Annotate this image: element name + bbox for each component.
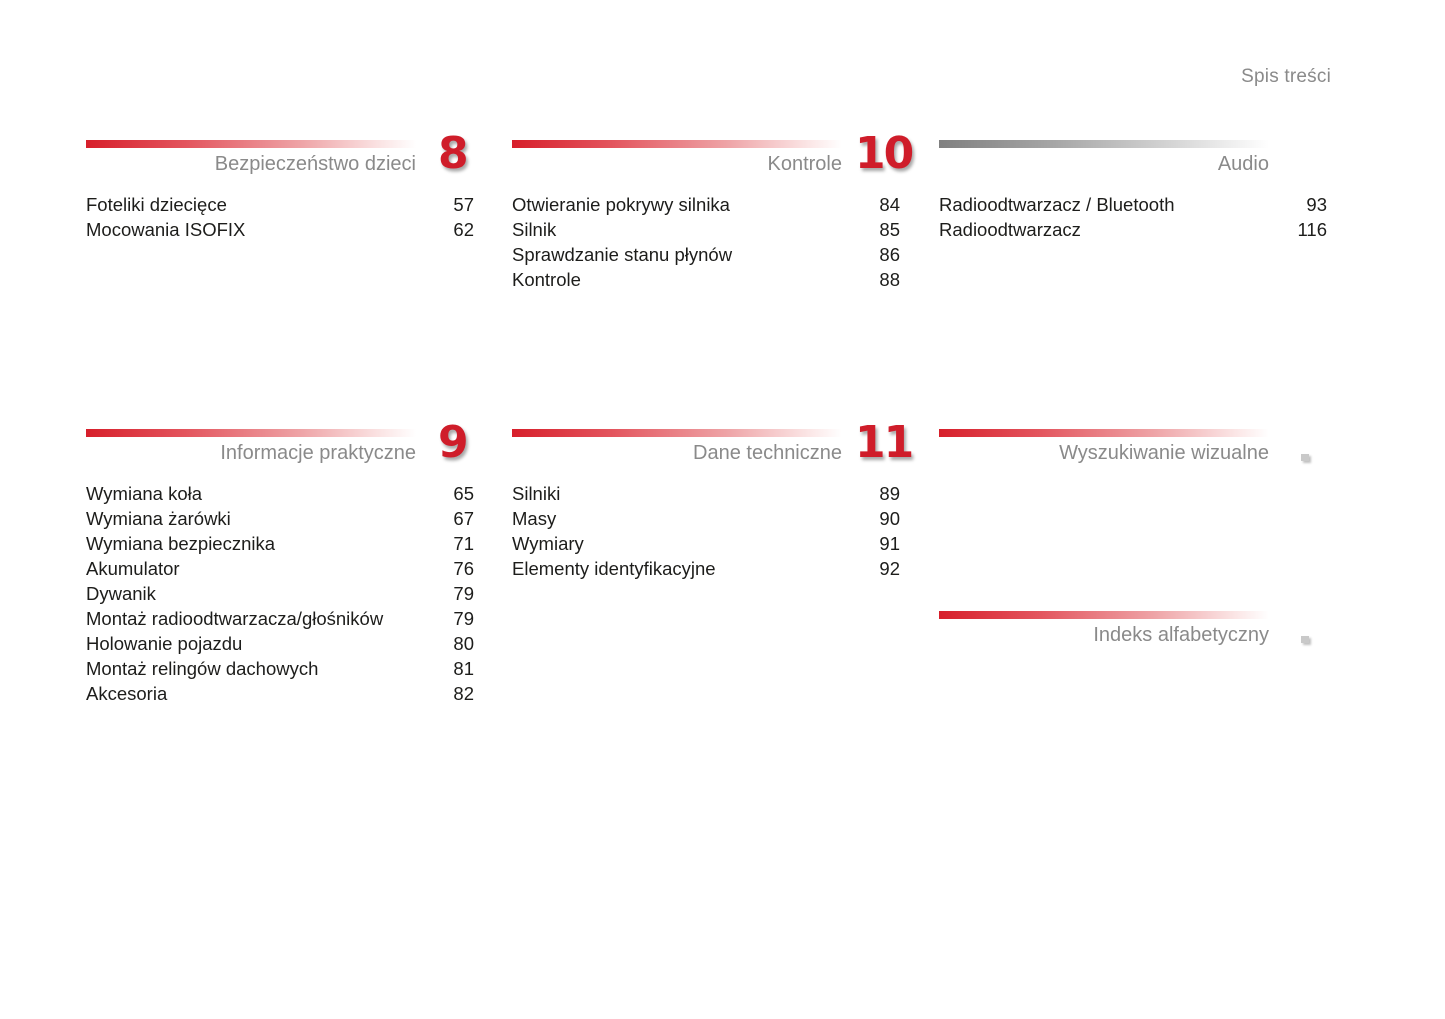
toc-entry-page: 88 — [879, 269, 900, 290]
toc-entry-page: 89 — [879, 483, 900, 504]
section-bar — [939, 140, 1269, 148]
toc-entry-label: Dywanik — [86, 583, 156, 604]
toc-entry[interactable] — [512, 506, 900, 531]
section-bar — [939, 429, 1269, 437]
toc-entry[interactable] — [86, 631, 474, 656]
toc-list — [512, 192, 900, 292]
toc-entry-label: Otwieranie pokrywy silnika — [512, 194, 730, 215]
toc-entry[interactable] — [86, 506, 474, 531]
section-child-safety — [86, 128, 486, 250]
toc-entry-page: 80 — [453, 633, 474, 654]
toc-list — [939, 192, 1327, 242]
toc-entry-page: 57 — [453, 194, 474, 215]
toc-list — [512, 481, 900, 581]
section-technical-data — [512, 417, 913, 589]
section-visual-search — [939, 429, 1339, 479]
toc-entry-page: 93 — [1306, 194, 1327, 215]
toc-entry[interactable] — [86, 217, 474, 242]
section-title[interactable]: Wyszukiwanie wizualne — [1059, 442, 1269, 464]
toc-entry[interactable] — [86, 606, 474, 631]
section-audio — [939, 140, 1339, 250]
toc-entry[interactable] — [512, 531, 900, 556]
toc-entry-label: Elementy identyfikacyjne — [512, 558, 716, 579]
toc-entry-page: 91 — [879, 533, 900, 554]
toc-entry[interactable] — [939, 192, 1327, 217]
section-bar — [86, 140, 416, 148]
toc-entry-page: 79 — [453, 608, 474, 629]
toc-entry-label: Mocowania ISOFIX — [86, 219, 246, 240]
toc-entry-label: Silnik — [512, 219, 557, 240]
toc-entry[interactable] — [512, 481, 900, 506]
chapter-number: 9 — [438, 417, 467, 468]
toc-entry-label: Montaż radioodtwarzacza/głośników — [86, 608, 384, 629]
toc-entry-page: 65 — [453, 483, 474, 504]
toc-entry[interactable] — [512, 217, 900, 242]
toc-entry-page: 84 — [879, 194, 900, 215]
toc-entry[interactable] — [86, 681, 474, 706]
section-marker-icon — [1301, 636, 1309, 643]
section-bar — [939, 611, 1269, 619]
toc-entry-label: Silniki — [512, 483, 561, 504]
section-marker-icon — [1301, 454, 1309, 461]
toc-entry-label: Wymiary — [512, 533, 584, 554]
chapter-number: 10 — [855, 128, 913, 179]
toc-entry[interactable] — [512, 192, 900, 217]
toc-entry[interactable] — [86, 556, 474, 581]
chapter-number: 11 — [855, 417, 913, 468]
toc-entry-label: Montaż relingów dachowych — [86, 658, 319, 679]
toc-entry-label: Holowanie pojazdu — [86, 633, 243, 654]
toc-entry-label: Radioodtwarzacz / Bluetooth — [939, 194, 1175, 215]
toc-entry-page: 86 — [879, 244, 900, 265]
section-title[interactable]: Dane techniczne — [693, 442, 842, 464]
toc-entry-page: 81 — [453, 658, 474, 679]
toc-entry-label: Wymiana żarówki — [86, 508, 231, 529]
section-checks — [512, 128, 913, 300]
section-bar — [86, 429, 416, 437]
toc-entry-page: 116 — [1297, 219, 1327, 240]
toc-entry[interactable] — [86, 531, 474, 556]
toc-entry[interactable] — [86, 192, 474, 217]
toc-entry-page: 62 — [453, 219, 474, 240]
toc-entry[interactable] — [86, 656, 474, 681]
toc-entry[interactable] — [512, 556, 900, 581]
toc-entry-page: 76 — [453, 558, 474, 579]
section-title[interactable]: Indeks alfabetyczny — [1093, 624, 1269, 646]
toc-list — [86, 481, 474, 706]
chapter-number: 8 — [438, 128, 467, 179]
section-alphabetical-index — [939, 611, 1339, 661]
toc-entry[interactable] — [512, 267, 900, 292]
toc-entry-label: Wymiana koła — [86, 483, 203, 504]
section-title[interactable]: Bezpieczeństwo dzieci — [214, 153, 416, 175]
toc-entry-page: 79 — [453, 583, 474, 604]
toc-entry-page: 71 — [453, 533, 474, 554]
toc-entry-label: Foteliki dziecięce — [86, 194, 227, 215]
toc-entry-label: Wymiana bezpiecznika — [86, 533, 276, 554]
toc-entry-page: 90 — [879, 508, 900, 529]
toc-list — [86, 192, 474, 242]
toc-entry[interactable] — [939, 217, 1327, 242]
toc-entry-label: Radioodtwarzacz — [939, 219, 1081, 240]
section-title[interactable]: Informacje praktyczne — [220, 442, 416, 464]
toc-entry[interactable] — [86, 481, 474, 506]
section-bar — [512, 140, 842, 148]
toc-entry[interactable] — [512, 242, 900, 267]
toc-entry[interactable] — [86, 581, 474, 606]
toc-entry-page: 92 — [879, 558, 900, 579]
toc-entry-label: Kontrole — [512, 269, 581, 290]
toc-entry-page: 82 — [453, 683, 474, 704]
section-practical-info — [86, 417, 486, 719]
toc-entry-page: 85 — [879, 219, 900, 240]
toc-entry-label: Akcesoria — [86, 683, 168, 704]
toc-entry-label: Akumulator — [86, 558, 180, 579]
section-title[interactable]: Kontrole — [767, 153, 842, 175]
toc-entry-page: 67 — [453, 508, 474, 529]
toc-entry-label: Sprawdzanie stanu płynów — [512, 244, 733, 265]
page-title: Spis treści — [1241, 66, 1331, 87]
section-bar — [512, 429, 842, 437]
section-title[interactable]: Audio — [1217, 153, 1269, 175]
toc-entry-label: Masy — [512, 508, 557, 529]
